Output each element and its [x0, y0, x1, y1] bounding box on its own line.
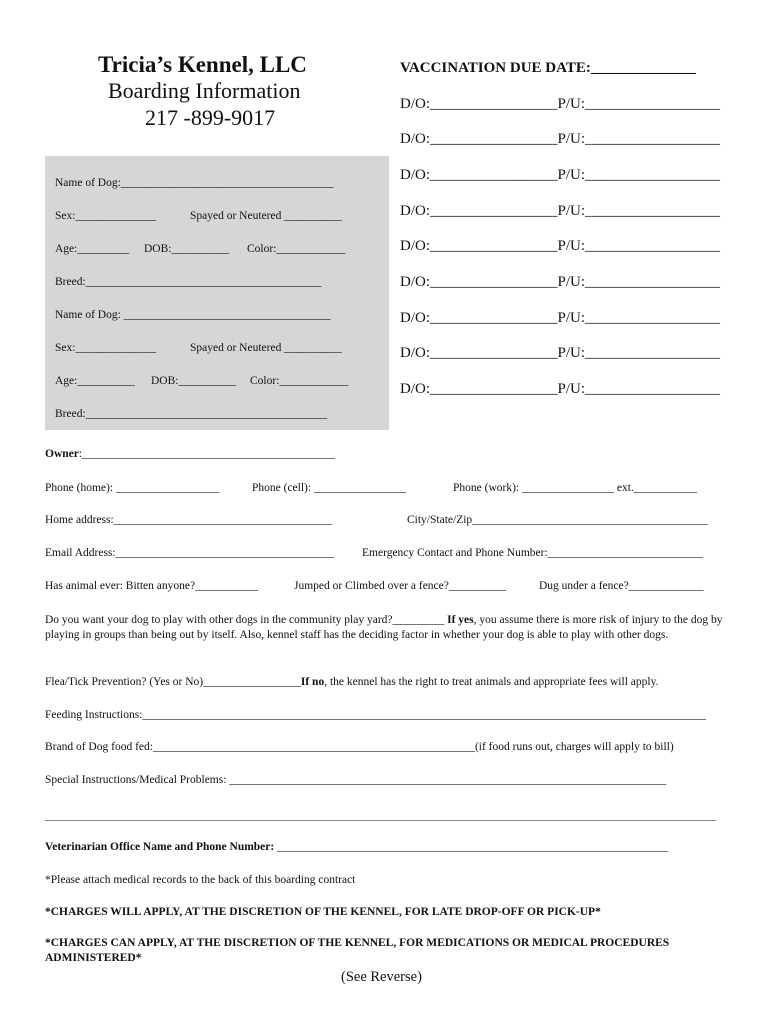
medication-charges-note: *CHARGES CAN APPLY, AT THE DISCRETION OF THE KENNEL, FOR MEDICATIONS OR MEDICAL PROCEDURES ADMINISTERED*: [45, 937, 670, 964]
form-subtitle: Boarding Information: [108, 78, 301, 103]
dog2-spayed-field[interactable]: Spayed or Neutered __________: [190, 342, 342, 354]
flea-q: Flea/Tick Prevention? (Yes or No)_________________: [45, 676, 301, 688]
dog2-breed-field[interactable]: Breed:__________________________________________: [55, 408, 328, 420]
late-charges-note: *CHARGES WILL APPLY, AT THE DISCRETION OF THE KENNEL, FOR LATE DROP-OFF OR PICK-UP*: [45, 906, 601, 918]
play-yard-question[interactable]: [45, 613, 725, 642]
special-instructions-extra-line[interactable]: __________________________________________________________________________________________________________________________: [45, 810, 716, 822]
email-field[interactable]: Email Address:______________________________________: [45, 547, 335, 559]
flea-rest: , the kennel has the right to treat animals and appropriate fees will apply.: [324, 676, 659, 688]
city-state-zip-field[interactable]: City/State/Zip_________________________________________: [407, 514, 708, 526]
see-reverse: (See Reverse): [341, 969, 422, 985]
owner-label: Owner: [45, 448, 79, 460]
food-brand-field[interactable]: Brand of Dog food fed:________________________________________________________(if food runs out, charges will apply to bill): [45, 741, 674, 753]
vaccination-row[interactable]: D/O:_________________P/U:__________________: [400, 238, 721, 254]
dog1-dob-field[interactable]: DOB:__________: [144, 243, 229, 255]
dog2-sex-field[interactable]: Sex:______________: [55, 342, 156, 354]
dog1-sex-field[interactable]: Sex:______________: [55, 210, 156, 222]
dog1-breed-field[interactable]: Breed:_________________________________________: [55, 276, 322, 288]
dog-info-panel: [45, 156, 389, 430]
vet-field[interactable]: [45, 841, 668, 853]
phone-work-field[interactable]: Phone (work): ________________ ext.___________: [453, 482, 698, 494]
dog1-spayed-field[interactable]: Spayed or Neutered __________: [190, 210, 342, 222]
dog1-age-field[interactable]: Age:_________: [55, 243, 130, 255]
dog1-name-field[interactable]: Name of Dog:_____________________________________: [55, 177, 334, 189]
flea-tick-field[interactable]: [45, 676, 658, 688]
company-phone: 217 -899-9017: [145, 105, 276, 130]
vaccination-title: VACCINATION DUE DATE:______________: [400, 60, 696, 76]
vet-line: ____________________________________________________________________: [274, 841, 669, 853]
vaccination-row[interactable]: D/O:_________________P/U:__________________: [400, 274, 721, 290]
vaccination-row[interactable]: D/O:_________________P/U:__________________: [400, 131, 721, 147]
play-yard-rest: , you assume there is more risk of injury to the dog by playing in groups than being out by itself. Also, kennel staff has the deciding factor in whether your dog is able to play with other dogs.: [45, 614, 723, 641]
vaccination-row[interactable]: D/O:_________________P/U:__________________: [400, 96, 721, 112]
bitten-field[interactable]: Has animal ever: Bitten anyone?___________: [45, 580, 259, 592]
dog2-color-field[interactable]: Color:____________: [250, 375, 349, 387]
dog2-dob-field[interactable]: DOB:__________: [151, 375, 236, 387]
home-address-field[interactable]: Home address:______________________________________: [45, 514, 333, 526]
vaccination-row[interactable]: D/O:_________________P/U:__________________: [400, 310, 721, 326]
owner-field[interactable]: [45, 448, 335, 460]
company-name: Tricia’s Kennel, LLC: [98, 52, 307, 77]
dog2-age-field[interactable]: Age:__________: [55, 375, 135, 387]
jumped-field[interactable]: Jumped or Climbed over a fence?__________: [294, 580, 507, 592]
dug-field[interactable]: Dug under a fence?_____________: [539, 580, 704, 592]
vet-label: Veterinarian Office Name and Phone Number:: [45, 841, 275, 853]
play-yard-q: Do you want your dog to play with other dogs in the community play yard?_________: [45, 614, 445, 626]
vaccination-row[interactable]: D/O:_________________P/U:__________________: [400, 167, 721, 183]
attach-records-note: *Please attach medical records to the back of this boarding contract: [45, 874, 356, 886]
emergency-contact-field[interactable]: Emergency Contact and Phone Number:___________________________: [362, 547, 703, 559]
special-instructions-field[interactable]: Special Instructions/Medical Problems: ____________________________________________________________________________: [45, 774, 667, 786]
if-no-label: If no: [300, 676, 325, 688]
phone-home-field[interactable]: Phone (home): __________________: [45, 482, 220, 494]
vaccination-row[interactable]: D/O:_________________P/U:__________________: [400, 381, 721, 397]
vaccination-row[interactable]: D/O:_________________P/U:__________________: [400, 345, 721, 361]
owner-line: :____________________________________________: [78, 448, 336, 460]
phone-cell-field[interactable]: Phone (cell): ________________: [252, 482, 406, 494]
vaccination-row[interactable]: D/O:_________________P/U:__________________: [400, 203, 721, 219]
dog1-color-field[interactable]: Color:____________: [247, 243, 346, 255]
dog2-name-field[interactable]: Name of Dog: ____________________________________: [55, 309, 331, 321]
feeding-instructions-field[interactable]: Feeding Instructions:__________________________________________________________________________________________________: [45, 709, 706, 721]
if-yes-label: If yes: [447, 614, 474, 626]
